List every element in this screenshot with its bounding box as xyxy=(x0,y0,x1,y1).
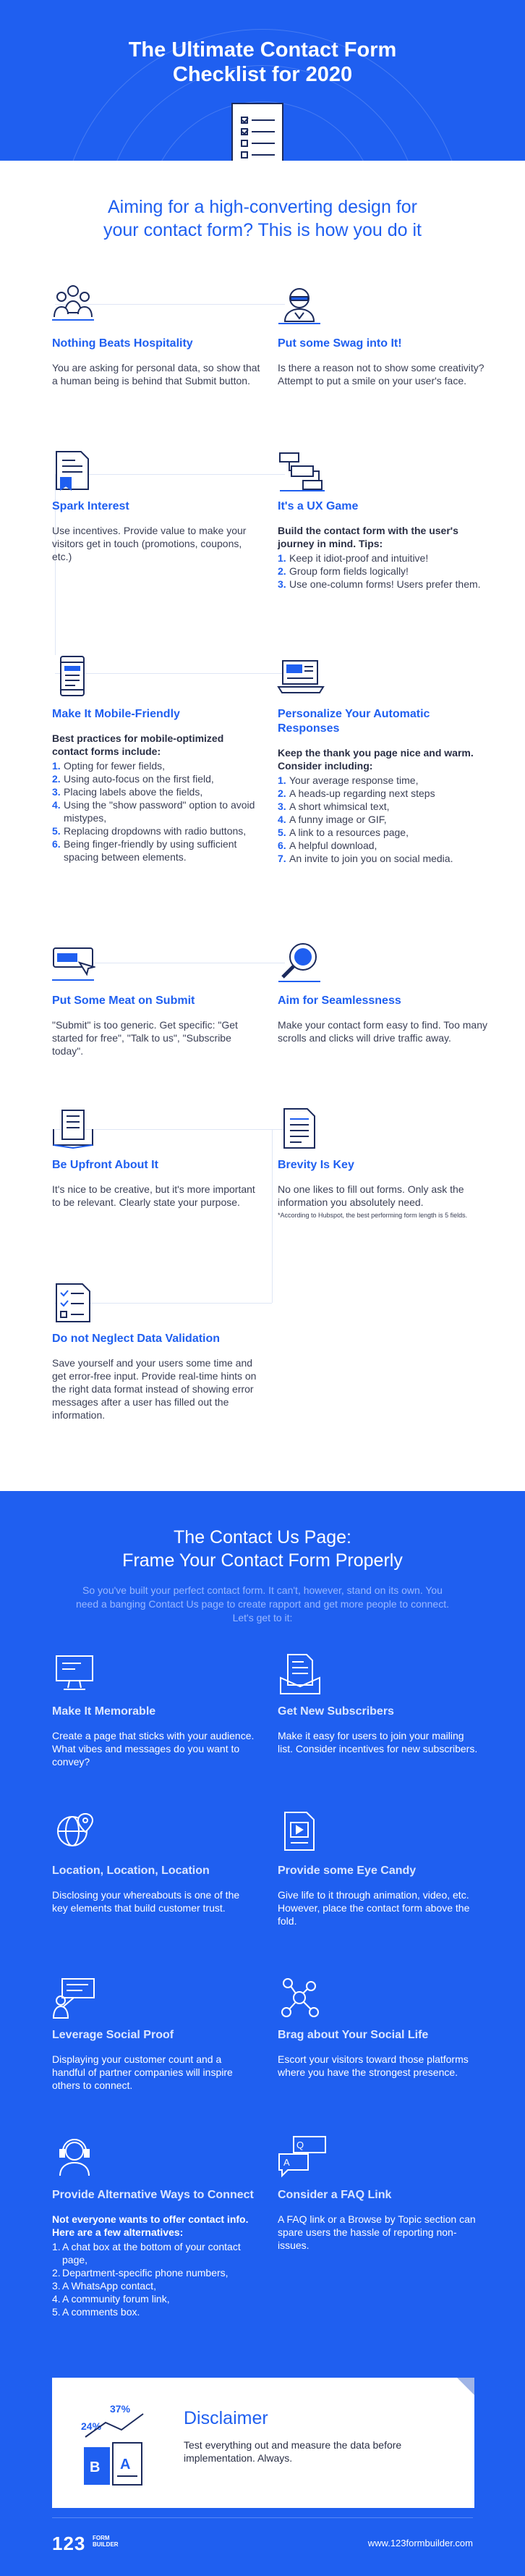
contact-tip-location xyxy=(52,1864,255,1914)
list-item: 3. Placing labels above the fields, xyxy=(52,786,203,798)
tip-lead: Not everyone wants to offer contact info. Here are a few alternatives: xyxy=(52,2213,249,2238)
presenter-icon xyxy=(52,1976,97,2021)
people-group-icon xyxy=(51,281,95,326)
svg-text:A: A xyxy=(283,2157,290,2168)
ab-test-icon xyxy=(80,2394,174,2495)
list-item: 7. An invite to join you on social media. xyxy=(278,853,453,864)
tip-lead: Best practices for mobile-optimized contact forms include: xyxy=(52,732,224,757)
contact-tip-subscribers xyxy=(278,1705,480,1755)
tip-title: Provide Alternative Ways to Connect xyxy=(52,2189,254,2201)
tip-submit xyxy=(52,994,262,1057)
list-item: 3. A WhatsApp contact, xyxy=(52,2280,156,2292)
tip-title: Brag about Your Social Life xyxy=(278,2029,429,2041)
list-item: 3. A short whimsical text, xyxy=(278,801,390,812)
page-title: The Ultimate Contact Form Checklist for 2020 xyxy=(128,38,397,86)
tip-data-validation xyxy=(52,1332,262,1422)
list-item: 5. Replacing dropdowns with radio buttons, xyxy=(52,825,247,837)
cool-person-icon xyxy=(277,284,322,329)
tip-title: Location, Location, Location xyxy=(52,1865,210,1877)
list-item: 1. Keep it idiot-proof and intuitive! xyxy=(278,552,429,564)
tip-text: Save yourself and your users some time and get error-free input. Provide real-time hints on the right data format instead of showing error messages after a user has filled out the information. xyxy=(52,1357,257,1421)
tip-lead: Keep the thank you page nice and warm. Consider including: xyxy=(278,747,474,772)
tip-list xyxy=(52,2240,255,2318)
list-item: 2. Group form fields logically! xyxy=(278,565,409,577)
svg-text:Q: Q xyxy=(296,2140,304,2150)
tip-title: Do not Neglect Data Validation xyxy=(52,1333,221,1345)
mobile-phone-icon xyxy=(51,655,95,700)
disclaimer-title: Disclaimer xyxy=(184,2408,268,2428)
list-item: 5. A comments box. xyxy=(52,2306,140,2318)
tip-text: Create a page that sticks with your audience. What vibes and messages do you want to convey? xyxy=(52,1730,255,1768)
tip-list xyxy=(278,552,487,591)
tip-text: No one likes to fill out forms. Only ask the information you absolutely need. xyxy=(278,1183,464,1208)
tip-title: Leverage Social Proof xyxy=(52,2029,174,2041)
tip-title: Get New Subscribers xyxy=(278,1705,394,1718)
variant-a-label: A xyxy=(120,2457,131,2472)
contact-tip-social-life xyxy=(278,2028,480,2079)
tip-spark-interest xyxy=(52,499,262,563)
tip-ux-game xyxy=(278,499,487,591)
media-file-icon xyxy=(278,1809,323,1854)
contact-tip-social-proof xyxy=(52,2028,255,2092)
submit-button-icon xyxy=(51,941,95,986)
tip-title: Provide some Eye Candy xyxy=(278,1865,417,1877)
timeline-line xyxy=(272,1129,273,1303)
list-item: 5. A link to a resources page, xyxy=(278,827,409,838)
headset-icon xyxy=(52,2134,97,2179)
section-subtitle: So you've built your perfect contact form. It can't, however, stand on its own. You need a banging Contact Us page to create rapport and get more people to connect. Let's get to it: xyxy=(75,1584,450,1623)
tip-text: You are asking for personal data, so show that a human being is behind that Submit button. xyxy=(52,362,260,387)
disclaimer-text: Test everything out and measure the data before implementation. Always. xyxy=(184,2439,402,2464)
list-item: 2. Using auto-focus on the first field, xyxy=(52,773,214,785)
short-form-icon xyxy=(277,1107,322,1152)
tip-brevity xyxy=(278,1158,487,1220)
tip-title: Spark Interest xyxy=(52,500,129,512)
stat-b: 37% xyxy=(110,2403,131,2415)
tip-title: Aim for Seamlessness xyxy=(278,994,401,1007)
tip-title: It's a UX Game xyxy=(278,500,359,512)
tip-title: Make It Memorable xyxy=(52,1705,156,1718)
tip-footnote: *According to Hubspot, the best performing form length is 5 fields. xyxy=(278,1212,468,1219)
tip-text: Make your contact form easy to find. Too many scrolls and clicks will drive traffic away. xyxy=(278,1019,487,1044)
footer-divider xyxy=(52,2517,473,2518)
list-item: 1. A chat box at the bottom of your contact page, xyxy=(52,2241,241,2265)
layout-blocks-icon xyxy=(277,449,322,494)
laptop-icon xyxy=(277,655,322,700)
tip-automatic-responses xyxy=(278,707,487,865)
variant-b-label: B xyxy=(90,2459,101,2475)
tip-title: Put some Swag into It! xyxy=(278,337,402,350)
tip-hospitality xyxy=(52,337,262,387)
list-item: 4. A funny image or GIF, xyxy=(278,814,387,825)
tip-upfront xyxy=(52,1158,262,1209)
tip-swag xyxy=(278,337,487,387)
header-banner xyxy=(0,0,525,161)
open-book-icon xyxy=(51,1107,95,1152)
contact-tip-memorable xyxy=(52,1705,255,1768)
tip-list xyxy=(52,759,262,863)
footer xyxy=(0,2517,525,2576)
tip-title: Be Upfront About It xyxy=(52,1159,158,1171)
logo-wordmark: FORM BUILDER xyxy=(93,2535,119,2548)
tip-title: Personalize Your Automatic Responses xyxy=(278,708,430,735)
list-item: 1. Opting for fewer fields, xyxy=(52,760,166,772)
monitor-icon xyxy=(52,1652,97,1697)
website-link[interactable]: www.123formbuilder.com xyxy=(367,2538,473,2548)
contact-tip-eye-candy xyxy=(278,1864,480,1927)
intro-heading: Aiming for a high-converting design for your contact form? This is how you do it xyxy=(103,197,422,240)
tip-text: Displaying your customer count and a handful of partner companies will inspire others to connect. xyxy=(52,2053,233,2091)
tip-title: Consider a FAQ Link xyxy=(278,2189,392,2201)
tip-text: Is there a reason not to show some creativity? Attempt to put a smile on your user's face. xyxy=(278,362,485,387)
stat-a: 24% xyxy=(81,2420,102,2432)
tip-text: Use incentives. Provide value to make your visitors get in touch (promotions, coupons, etc.) xyxy=(52,525,247,562)
globe-icon xyxy=(52,1809,97,1854)
tip-lead: Build the contact form with the user's journey in mind. Tips: xyxy=(278,525,458,549)
tip-title: Make It Mobile-Friendly xyxy=(52,708,180,720)
page-fold-decor xyxy=(457,2378,474,2395)
list-item: 2. Department-specific phone numbers, xyxy=(52,2267,229,2279)
newsletter-icon xyxy=(278,1652,323,1697)
disclaimer-card xyxy=(52,2378,474,2508)
list-item: 6. Being finger-friendly by using sufficient spacing between elements. xyxy=(52,838,237,863)
tip-text: Disclosing your whereabouts is one of the key elements that build customer trust. xyxy=(52,1889,240,1914)
contact-tip-faq xyxy=(278,2188,480,2252)
tip-title: Nothing Beats Hospitality xyxy=(52,337,193,350)
tip-title: Brevity Is Key xyxy=(278,1159,354,1171)
tip-text: A FAQ link or a Browse by Topic section can spare users the hassle of reporting non-issues. xyxy=(278,2213,476,2251)
section-title: The Contact Us Page: Frame Your Contact Form Properly xyxy=(122,1527,403,1571)
tip-text: Escort your visitors toward those platforms where you have the strongest presence. xyxy=(278,2053,469,2078)
network-icon xyxy=(278,1976,323,2021)
qa-bubbles-icon xyxy=(278,2134,323,2179)
list-item: 4. Using the "show password" option to avoid mistypes, xyxy=(52,799,255,824)
list-item: 2. A heads-up regarding next steps xyxy=(278,787,435,799)
tip-text: Give life to it through animation, video, etc. However, place the contact form above the fold. xyxy=(278,1889,470,1927)
magnifier-icon xyxy=(277,941,322,986)
list-item: 3. Use one-column forms! Users prefer them. xyxy=(278,578,481,590)
list-item: 6. A helpful download, xyxy=(278,840,377,851)
tip-mobile-friendly xyxy=(52,707,262,863)
tip-title: Put Some Meat on Submit xyxy=(52,994,195,1007)
list-item: 4. A community forum link, xyxy=(52,2293,170,2305)
contact-tip-alternatives xyxy=(52,2188,255,2318)
tip-seamlessness xyxy=(278,994,487,1044)
bookmark-document-icon xyxy=(51,449,95,494)
list-item: 1. Your average response time, xyxy=(278,774,419,786)
logo-mark[interactable]: 123 xyxy=(52,2533,86,2554)
tip-text: "Submit" is too generic. Get specific: "Get started for free", "Talk to us", "Subscribe today". xyxy=(52,1019,238,1057)
checklist-document-icon xyxy=(231,103,283,161)
tip-text: Make it easy for users to join your mailing list. Consider incentives for new subscribers. xyxy=(278,1730,478,1754)
tip-text: It's nice to be creative, but it's more important to be relevant. Clearly state your purpose. xyxy=(52,1183,255,1208)
tip-list xyxy=(278,774,487,865)
checklist-form-icon xyxy=(51,1281,95,1326)
